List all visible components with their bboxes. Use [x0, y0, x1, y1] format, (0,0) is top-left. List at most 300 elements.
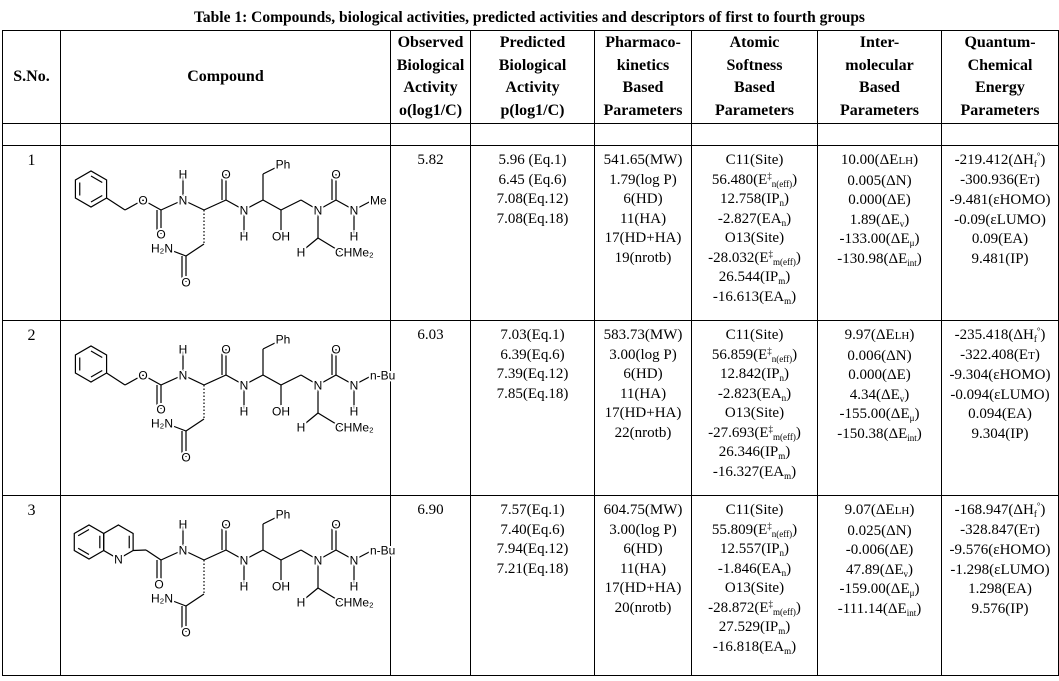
atom-label: O [331, 517, 341, 532]
value: -28.872 [708, 599, 755, 616]
parameter-value: 9.304(IP) [971, 425, 1029, 442]
parameter-value: 9.07(ΔELH) [844, 502, 915, 518]
parameter-value: 9.97(ΔELH) [844, 327, 915, 343]
value: -0.09 [954, 211, 986, 228]
atom-label: OH [272, 579, 290, 594]
atom-label: OH [272, 404, 290, 419]
symbol: ΔH [1013, 152, 1034, 168]
header-line: Quantum- [964, 34, 1036, 51]
parameter-value: -9.481(εHOMO) [949, 192, 1051, 208]
atom-label: O [156, 227, 166, 242]
parameter-value: $1.89(\Delta E_v)$ [849, 211, 910, 229]
symbol: ΔE [887, 600, 907, 617]
symbol: ΔE [880, 211, 900, 228]
value: 4.34 [849, 386, 876, 403]
symbol: MW [649, 152, 678, 168]
atom-label: OH [272, 229, 290, 244]
observed-activity: 6.90 [391, 496, 471, 676]
header-line: molecular [845, 56, 914, 74]
bond [281, 375, 301, 385]
value: 0.025 [847, 522, 882, 539]
header-line: p(log1/C) [500, 101, 565, 119]
symbol: ΔE [875, 502, 895, 518]
symbol-subscript: v [899, 393, 905, 404]
symbol-subscript: n [781, 217, 787, 228]
bond [186, 244, 204, 256]
symbol: EA [761, 210, 782, 227]
symbol: IP [764, 619, 779, 635]
symbol: EA [764, 638, 785, 655]
parameter-value: 19(nrotb) [614, 249, 672, 266]
atom-label: H₂N [151, 416, 173, 431]
bond [281, 200, 301, 210]
value: -159.00 [839, 581, 886, 597]
parameter-value: $27.529(IP_m)$ [718, 619, 791, 636]
parameter-value: $-16.327(EA_m)$ [712, 463, 797, 481]
atom-label: N [239, 203, 249, 218]
value: 0.000 [848, 367, 882, 383]
value: 19 [614, 249, 630, 266]
symbol-superscript: ‡ [767, 170, 772, 181]
atom-label: N [349, 203, 359, 218]
value: 11 [619, 560, 635, 577]
symbol: HD [635, 191, 658, 207]
value: 56.480 [711, 171, 754, 188]
symbol: ΔE [888, 425, 908, 442]
atom-label: O [156, 402, 166, 417]
value: 9.576 [971, 600, 1006, 617]
atom-label: N [178, 368, 188, 383]
header-line: Biological [396, 56, 465, 74]
atom-label: Me [370, 193, 387, 208]
parameter-value: C11(Site) [725, 152, 784, 168]
parameter-value: -322.408(ET) [960, 346, 1040, 363]
header-line: Parameters [714, 101, 795, 119]
bond [281, 550, 301, 560]
intermolecular-parameters [818, 146, 942, 321]
symbol: ΔE [890, 581, 910, 597]
header-line: Chemical [967, 56, 1033, 74]
parameter-value: O13(Site) [724, 230, 785, 246]
symbol: EA [761, 560, 782, 577]
value: -2.823 [717, 385, 757, 402]
value: 6 [623, 541, 631, 557]
symbol: log P [640, 346, 672, 363]
symbol: E [758, 171, 768, 188]
parameter-value: $-27.693(E^\ddagger_{m(eff)})$ [708, 423, 801, 442]
header-line: Compound [187, 67, 264, 85]
atom-label: N [114, 552, 123, 567]
value: 3.00 [609, 346, 636, 363]
value: 17 [604, 405, 620, 421]
symbol: HD [635, 541, 658, 557]
header-line: o(log1/C) [398, 101, 463, 119]
parameter-value: $55.809(E^\ddagger_{n(eff)})$ [711, 520, 798, 539]
symbol-subscript: f [1033, 159, 1037, 169]
symbol-subscript: n(eff) [771, 353, 793, 364]
parameter-value: $-235.418(\Delta H_f^\circ)$ [954, 326, 1046, 344]
atom-label: O [221, 342, 231, 357]
atom-label: O [331, 342, 341, 357]
header-line: Parameters [839, 101, 920, 119]
symbol-subscript: f [1033, 334, 1037, 344]
predicted-value: 6.45 (Eq.6) [498, 171, 567, 188]
symbol: HA [639, 560, 662, 577]
symbol-subscript: n [781, 567, 787, 578]
parameter-value: 22(nrotb) [614, 424, 672, 441]
value: -328.847 [960, 521, 1014, 538]
symbol: HD+HA [624, 230, 677, 246]
symbol: E [758, 521, 768, 538]
parameter-value: 6(HD) [623, 366, 663, 382]
parameter-value: $-16.613(EA_m)$ [712, 288, 797, 306]
header-line: Energy [975, 79, 1025, 96]
spacer-row [3, 124, 1059, 146]
value: C11 [725, 327, 751, 343]
parameter-value: 3.00(log P) [609, 521, 677, 538]
atom-label: H [349, 579, 359, 594]
compound-structure [61, 496, 396, 676]
parameter-value: -328.847(ET) [960, 521, 1040, 538]
symbol-subscript: f [1033, 509, 1037, 519]
symbol: εLUMO [994, 386, 1045, 403]
table-row [3, 146, 1059, 321]
value: 47.89 [845, 561, 880, 578]
header-compound [61, 31, 391, 124]
header-line: Pharmaco- [605, 34, 681, 51]
header-line: Activity [403, 79, 458, 96]
symbol-subscript: m(eff) [773, 431, 796, 442]
table-row [3, 321, 1059, 496]
header-atomic-softness [692, 31, 818, 124]
atom-label: CHMe₂ [335, 595, 374, 610]
atom-label: n-Bu [370, 368, 396, 383]
symbol: EA [764, 463, 785, 480]
serial-number: 3 [3, 496, 61, 676]
header-line: Predicted [499, 34, 566, 51]
value: O13 [724, 230, 751, 246]
value: 10.00 [840, 152, 875, 168]
symbol: Site [755, 502, 779, 518]
table-title: Table 1: Compounds, biological activities, predicted activities and descriptors of first to fourth groups [194, 9, 865, 26]
symbol: EA [761, 385, 782, 402]
value: 0.09 [971, 231, 999, 247]
parameter-value: 583.73(MW) [603, 327, 683, 343]
parameter-value: $-111.14(\Delta E_{int})$ [837, 600, 922, 618]
symbol: ΔE [875, 327, 895, 343]
quantum-parameters [942, 321, 1059, 496]
atom-label: H [239, 229, 249, 244]
header-line: kinetics [616, 56, 670, 74]
value: 604.75 [603, 502, 645, 518]
bond [186, 419, 204, 431]
atom-label: O [221, 517, 231, 532]
symbol: ΔN [886, 172, 907, 189]
symbol: ΔH [1013, 502, 1034, 518]
symbol-subscript: μ [909, 588, 915, 598]
header-intermolecular [818, 31, 942, 124]
symbol: MW [649, 327, 678, 343]
symbol: ΔE [890, 231, 910, 247]
header-pharmacokinetics [595, 31, 692, 124]
parameter-value: $12.758(IP_n)$ [719, 191, 790, 208]
header-line: Biological [498, 56, 567, 74]
bond [263, 550, 281, 560]
symbol-subscript: v [903, 568, 909, 579]
symbol: HA [639, 210, 662, 227]
value: -16.327 [712, 463, 760, 480]
parameter-value: $12.557(IP_n)$ [719, 541, 790, 558]
chemical-structure-diagram [61, 496, 396, 661]
symbol: EA [764, 288, 785, 305]
symbol-subscript: v [899, 218, 905, 229]
pharmacokinetics-parameters [595, 496, 692, 676]
symbol: ΔE [886, 367, 906, 383]
symbol: IP [766, 366, 780, 382]
symbol: log P [640, 171, 672, 188]
symbol-subscript: T [1028, 524, 1035, 537]
atom-label: N [313, 378, 323, 393]
parameter-value: $26.544(IP_m)$ [718, 269, 791, 286]
value: -16.818 [712, 638, 760, 655]
atom-label: H₂N [151, 591, 173, 606]
parameter-value: 0.000(ΔE) [848, 367, 911, 383]
header-sno [3, 31, 61, 124]
symbol: IP [764, 269, 779, 285]
header-line: Atomic [729, 34, 780, 51]
atom-label: CHMe₂ [335, 420, 374, 435]
chemical-structure-diagram [61, 321, 396, 486]
parameter-value: -1.298(εLUMO) [950, 561, 1050, 578]
atom-label: H [296, 595, 306, 610]
parameter-value: $-150.38(\Delta E_{int})$ [837, 425, 922, 443]
value: -0.094 [950, 386, 990, 403]
quantum-parameters [942, 496, 1059, 676]
parameter-value: 3.00(log P) [609, 346, 677, 363]
symbol-subscript: n(eff) [771, 528, 793, 539]
symbol-superscript: ° [1036, 151, 1041, 161]
parameter-value: C11(Site) [725, 327, 784, 343]
value: -111.14 [837, 600, 883, 617]
symbol: ΔE [884, 561, 904, 578]
value: 9.07 [844, 502, 871, 518]
value: -0.006 [845, 542, 885, 558]
predicted-value: 5.96 (Eq.1) [498, 152, 567, 168]
softness-parameters [692, 321, 818, 496]
symbol-subscript: m(eff) [773, 256, 796, 267]
value: -235.418 [954, 327, 1009, 343]
atom-label: N [313, 553, 323, 568]
parameter-value: -9.304(εHOMO) [949, 367, 1051, 383]
parameter-value: 11(HA) [619, 210, 667, 227]
parameter-value: 11(HA) [619, 560, 667, 577]
symbol: IP [766, 541, 780, 557]
parameter-value: $56.859(E^\ddagger_{n(eff)})$ [711, 345, 798, 364]
symbol-subscript: n [779, 548, 785, 558]
symbol-superscript: ° [1036, 326, 1041, 336]
parameter-value: -300.936(ET) [960, 171, 1040, 188]
symbol-superscript: ‡ [767, 520, 772, 531]
value: 6 [623, 191, 631, 207]
bond [204, 200, 226, 210]
atom-label: H [239, 404, 249, 419]
value: -2.827 [717, 210, 757, 227]
symbol: εLUMO [994, 561, 1045, 578]
value: 583.73 [603, 327, 645, 343]
pharmacokinetics-parameters [595, 321, 692, 496]
predicted-value: 7.08(Eq.18) [496, 210, 569, 227]
value: 55.809 [711, 521, 754, 538]
symbol: log P [640, 521, 672, 538]
symbol-subscript: μ [909, 413, 915, 423]
symbol: nrotb [634, 424, 667, 441]
symbol: EA [1006, 406, 1027, 422]
header-line: Parameters [960, 101, 1040, 119]
atom-label: O [181, 275, 191, 290]
header-line: Parameters [603, 101, 683, 119]
predicted-activity [471, 321, 595, 496]
atom-label: O [154, 577, 164, 592]
symbol-subscript: int [907, 432, 917, 443]
symbol-subscript: m [778, 451, 786, 461]
value: 11 [619, 385, 635, 402]
symbol-subscript: μ [909, 238, 915, 248]
value: 9.304 [971, 425, 1006, 442]
parameter-value: -9.576(εHOMO) [949, 542, 1051, 558]
parameter-value: 0.09(EA) [971, 231, 1029, 247]
parameter-value: 6(HD) [623, 541, 663, 557]
symbol: Site [755, 580, 780, 596]
symbol: ΔE [879, 152, 899, 168]
value: -168.947 [954, 502, 1009, 518]
symbol-subscript: m [778, 626, 786, 636]
value: 1.298 [968, 581, 1002, 597]
bond [107, 373, 125, 385]
symbol: Site [755, 405, 780, 421]
header-line: Softness [726, 56, 783, 74]
parameter-value: $-130.98(\Delta E_{int})$ [837, 250, 922, 268]
parameter-value: $-2.823(EA_n)$ [717, 385, 792, 403]
symbol: ΔH [1013, 327, 1034, 343]
parameter-value: 6(HD) [623, 191, 663, 207]
intermolecular-parameters [818, 321, 942, 496]
atom-label: N [313, 203, 323, 218]
value: 12.557 [719, 541, 762, 557]
symbol: IP [764, 444, 779, 460]
parameter-value: 1.79(log P) [609, 171, 677, 188]
value: 0.000 [848, 192, 882, 208]
value: -27.693 [708, 424, 755, 441]
atom-label: CHMe₂ [335, 245, 374, 260]
value: 0.094 [968, 406, 1002, 422]
predicted-activity [471, 146, 595, 321]
parameter-value: 0.025(ΔN) [847, 522, 912, 539]
predicted-value: 7.57(Eq.1) [500, 502, 565, 518]
value: -1.846 [717, 560, 757, 577]
value: -219.412 [954, 152, 1009, 168]
serial-number: 2 [3, 321, 61, 496]
symbol: E [759, 249, 769, 266]
compound-structure [61, 321, 396, 496]
predicted-value: 7.03(Eq.1) [500, 327, 565, 343]
bond [107, 198, 125, 210]
compound-structure [61, 146, 391, 321]
value: 22 [614, 424, 630, 441]
value: 1.79 [609, 171, 636, 188]
value: 3.00 [609, 521, 636, 538]
symbol-subscript: LH [894, 330, 910, 342]
symbol-subscript: m [784, 295, 792, 306]
symbol: EA [1006, 581, 1027, 597]
parameter-value: O13(Site) [724, 405, 785, 421]
atom-label: O [331, 167, 341, 182]
bond [146, 550, 161, 560]
parameter-value: 11(HA) [619, 385, 667, 402]
header-observed-activity [391, 31, 471, 124]
header-line: S.No. [13, 67, 50, 85]
bond [186, 594, 204, 606]
parameter-value: 9.481(IP) [971, 250, 1029, 267]
value: -28.032 [708, 249, 755, 266]
parameter-value: 17(HD+HA) [604, 230, 682, 246]
symbol-subscript: T [1028, 349, 1035, 362]
value: O13 [724, 405, 751, 421]
parameter-value: 1.298(EA) [968, 581, 1032, 597]
symbol: εLUMO [990, 211, 1041, 228]
observed-activity: 5.82 [391, 146, 471, 321]
symbol: Site [755, 152, 779, 168]
atom-label: O [181, 450, 191, 465]
predicted-activity [471, 496, 595, 676]
header-line: Inter- [859, 34, 900, 51]
atom-label: H [178, 167, 188, 182]
atom-label: N [349, 553, 359, 568]
header-line: Based [859, 79, 900, 96]
value: 6 [623, 366, 631, 382]
parameter-value: $-155.00(\Delta E_\mu)$ [839, 406, 920, 423]
symbol: ΔE [886, 192, 906, 208]
parameter-value: $4.34(\Delta E_v)$ [849, 386, 910, 404]
symbol-subscript: LH [898, 155, 914, 167]
parameter-value: $-1.846(EA_n)$ [717, 560, 792, 578]
symbol: nrotb [634, 599, 667, 616]
header-row [3, 31, 1059, 124]
softness-parameters [692, 496, 818, 676]
parameter-value: $12.842(IP_n)$ [719, 366, 790, 383]
parameter-value: 17(HD+HA) [604, 405, 682, 421]
serial-number: 1 [3, 146, 61, 321]
value: 9.481 [971, 250, 1006, 267]
atom-label: N [349, 378, 359, 393]
parameter-value: 17(HD+HA) [604, 580, 682, 596]
parameter-value: $26.346(IP_m)$ [718, 444, 791, 461]
atom-label: O [221, 167, 231, 182]
symbol: nrotb [634, 249, 667, 266]
atom-label: O [138, 193, 148, 208]
value: 17 [604, 230, 620, 246]
value: 11 [619, 210, 635, 227]
symbol-subscript: m [778, 276, 786, 286]
symbol: IP [1010, 600, 1024, 617]
symbol: ΔE [880, 386, 900, 403]
value: 1.89 [849, 211, 876, 228]
symbol: εHOMO [993, 367, 1046, 383]
atom-label: H [349, 229, 359, 244]
bond [204, 550, 226, 560]
intermolecular-parameters [818, 496, 942, 676]
parameter-value: $-2.827(EA_n)$ [717, 210, 792, 228]
header-line: Based [734, 79, 775, 96]
